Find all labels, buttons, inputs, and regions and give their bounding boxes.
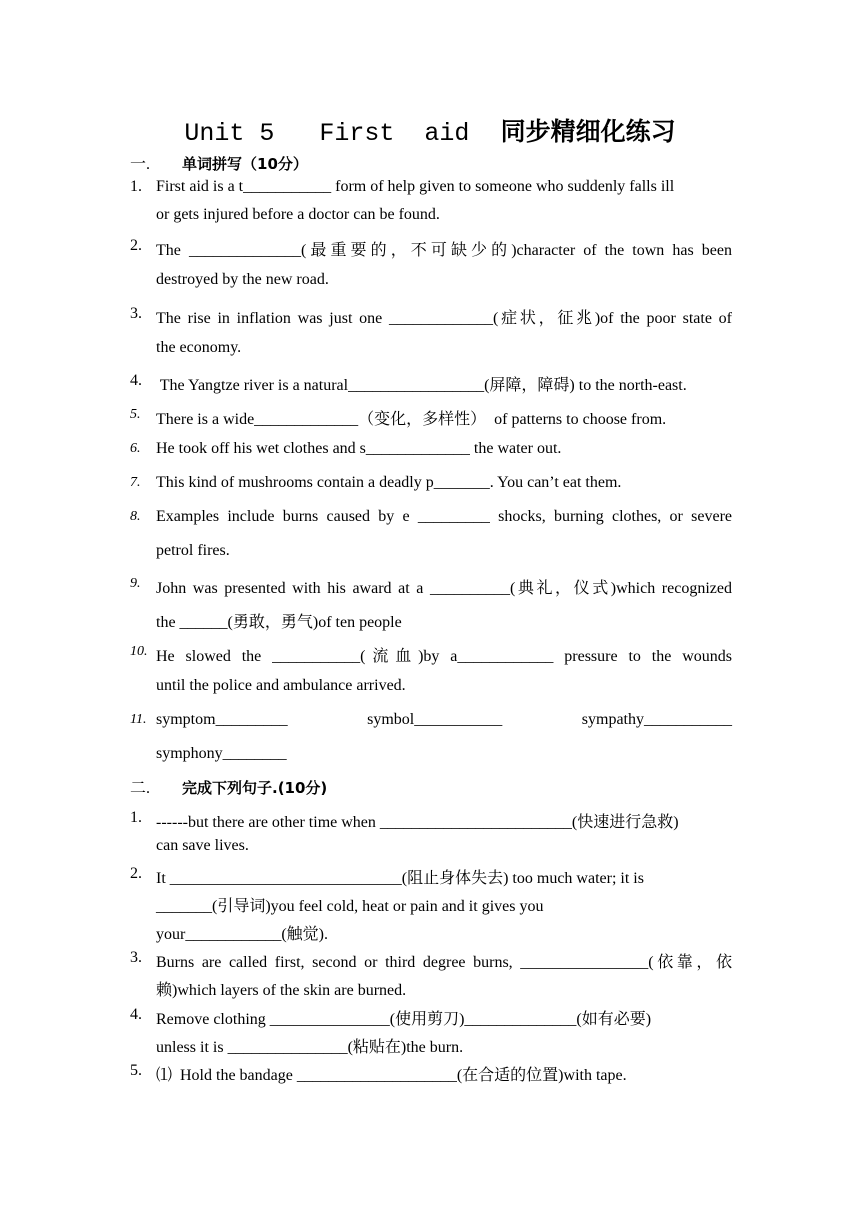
item-text: Examples include burns caused by e _________ shocks, burning clothes, or severe bbox=[156, 508, 732, 525]
item-text: ⑴ Hold the bandage ____________________(在合适的位置)with tape. bbox=[156, 1067, 627, 1084]
title-english: Unit 5 First aid bbox=[184, 119, 470, 148]
section-title: 单词拼写（10分） bbox=[182, 155, 308, 173]
item-text: symptom_________ symbol___________ sympathy___________ bbox=[156, 711, 732, 728]
section-number: 二. bbox=[130, 780, 151, 797]
item-text: It _____________________________(阻止身体失去) too much water; it is bbox=[156, 870, 644, 887]
item-text: John was presented with his award at a __________(典礼，仪式)which recognized bbox=[156, 580, 732, 597]
item-text: The Yangtze river is a natural_________________(屏障，障碍) to the north-east. bbox=[156, 377, 687, 394]
item-text: First aid is a t___________ form of help given to someone who suddenly falls ill bbox=[156, 178, 675, 195]
item-text: The rise in inflation was just one _____________(症状，征兆)of the poor state of bbox=[156, 310, 732, 327]
item-text: unless it is _______________(粘贴在)the burn. bbox=[156, 1039, 464, 1056]
section-heading bbox=[130, 775, 327, 798]
item-text: symphony________ bbox=[156, 745, 287, 762]
item-text: or gets injured before a doctor can be found. bbox=[156, 206, 440, 223]
item-text: petrol fires. bbox=[156, 542, 230, 559]
item-text: the economy. bbox=[156, 339, 242, 356]
item-number: 9. bbox=[130, 576, 141, 591]
item-text: until the police and ambulance arrived. bbox=[156, 677, 406, 694]
item-number: 2. bbox=[130, 865, 142, 882]
item-number: 2. bbox=[130, 237, 142, 254]
item-number: 11. bbox=[130, 712, 147, 727]
item-text: 赖)which layers of the skin are burned. bbox=[156, 982, 407, 999]
item-text: Burns are called first, second or third degree burns, ________________(依靠，依 bbox=[156, 954, 732, 971]
item-number: 10. bbox=[130, 644, 148, 659]
section-heading bbox=[130, 151, 308, 174]
item-text: The ______________(最重要的，不可缺少的)character of the town has been bbox=[156, 242, 732, 259]
item-text: There is a wide_____________（变化，多样性） of patterns to choose from. bbox=[156, 411, 667, 428]
item-number: 3. bbox=[130, 305, 142, 322]
page-title bbox=[0, 112, 860, 148]
item-text: your____________(触觉). bbox=[156, 926, 328, 943]
item-text: Remove clothing _______________(使用剪刀)______________(如有必要) bbox=[156, 1011, 652, 1028]
item-number: 8. bbox=[130, 509, 141, 524]
item-text: can save lives. bbox=[156, 837, 249, 854]
item-number: 1. bbox=[130, 178, 142, 195]
item-number: 7. bbox=[130, 475, 141, 490]
section-number: 一. bbox=[130, 156, 151, 173]
item-number: 5. bbox=[130, 407, 141, 422]
item-number: 5. bbox=[130, 1062, 142, 1079]
item-text: destroyed by the new road. bbox=[156, 271, 329, 288]
section-title: 完成下列句子.(10分) bbox=[182, 779, 328, 797]
item-number: 4. bbox=[130, 372, 142, 389]
item-number: 6. bbox=[130, 441, 141, 456]
item-text: He slowed the ___________(流血)by a____________ pressure to the wounds bbox=[156, 648, 732, 665]
item-text: the ______(勇敢，勇气)of ten people bbox=[156, 614, 402, 631]
item-number: 4. bbox=[130, 1006, 142, 1023]
item-text: This kind of mushrooms contain a deadly p_______. You can’t eat them. bbox=[156, 474, 622, 491]
item-text: _______(引导词)you feel cold, heat or pain and it gives you bbox=[156, 898, 544, 915]
item-number: 1. bbox=[130, 809, 142, 826]
item-text: He took off his wet clothes and s_____________ the water out. bbox=[156, 440, 562, 457]
title-chinese: 同步精细化练习 bbox=[500, 117, 676, 146]
item-text: ------but there are other time when ________________________(快速进行急救) bbox=[156, 814, 679, 831]
item-number: 3. bbox=[130, 949, 142, 966]
